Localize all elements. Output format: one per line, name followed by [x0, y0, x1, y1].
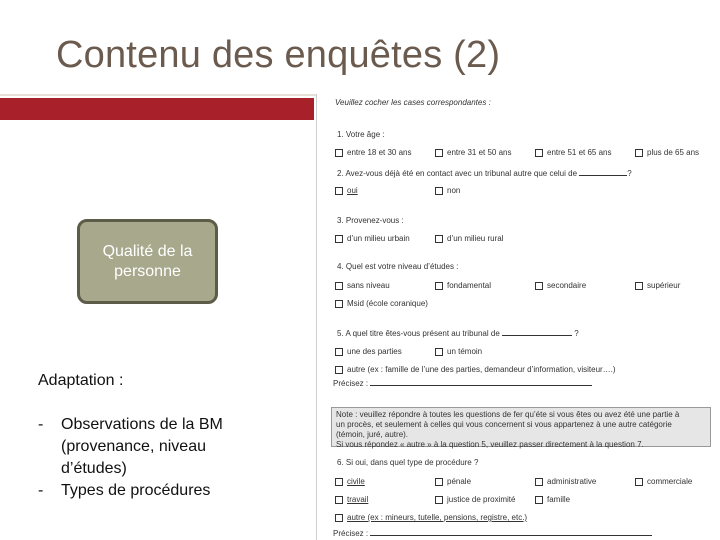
checkbox-icon: [335, 282, 343, 290]
q5-option[interactable]: un témoin: [435, 347, 482, 356]
q6-option[interactable]: autre (ex : mineurs, tutelle, pensions, registre, etc.): [335, 513, 527, 522]
question-3: 3. Provenez-vous :: [337, 216, 404, 225]
bullet-dash: -: [38, 482, 44, 499]
checkbox-icon: [435, 187, 443, 195]
q1-option[interactable]: plus de 65 ans: [635, 148, 699, 157]
q5-option[interactable]: autre (ex : famille de l’une des parties, demandeur d’information, visiteur….): [335, 365, 616, 374]
checkbox-icon: [335, 514, 343, 522]
checkbox-icon: [435, 496, 443, 504]
checkbox-icon: [535, 149, 543, 157]
checkbox-icon: [335, 187, 343, 195]
list-item: [38, 480, 261, 502]
checkbox-icon: [335, 496, 343, 504]
q6-option[interactable]: civile: [335, 477, 365, 486]
q5-option[interactable]: une des parties: [335, 347, 402, 356]
checkbox-icon: [535, 478, 543, 486]
quality-box: [77, 219, 218, 304]
note-box: [331, 407, 711, 447]
checkbox-icon: [435, 478, 443, 486]
q4-option[interactable]: Msid (école coranique): [335, 299, 428, 308]
question-2: 2. Avez-vous déjà été en contact avec un tribunal autre que celui de ?: [337, 169, 632, 178]
checkbox-icon: [435, 348, 443, 356]
note-line: Note : veuillez répondre à toutes les questions de fer qu’éte si vous êtes ou avez été une partie à: [336, 410, 680, 419]
question-4: 4. Quel est votre niveau d’études :: [337, 262, 459, 271]
q4-option[interactable]: supérieur: [635, 281, 680, 290]
slide-title: Contenu des enquêtes (2): [56, 34, 501, 76]
q4-option[interactable]: sans niveau: [335, 281, 390, 290]
bullet-text: Observations de la BM (provenance, niveau d’études): [61, 416, 223, 477]
q1-option[interactable]: entre 18 et 30 ans: [335, 148, 412, 157]
q4-option[interactable]: secondaire: [535, 281, 586, 290]
checkbox-icon: [635, 149, 643, 157]
q6-option[interactable]: commerciale: [635, 477, 692, 486]
checkbox-icon: [435, 282, 443, 290]
note-line: un procès, et seulement à celles qui vous concernent si vous appartenez à une autre catégorie: [336, 420, 672, 429]
q6-option[interactable]: administrative: [535, 477, 596, 486]
blank-line: [579, 168, 627, 176]
checkbox-icon: [335, 348, 343, 356]
bullet-text: Types de procédures: [61, 482, 211, 499]
question-5: 5. A quel titre êtes-vous présent au tribunal de ?: [337, 329, 579, 338]
q6-precisez: Précisez :: [333, 528, 652, 538]
q2-option[interactable]: oui: [335, 186, 358, 195]
questionnaire-scan: [316, 94, 720, 540]
checkbox-icon: [435, 149, 443, 157]
quality-box-label: Qualité de la personne: [102, 242, 193, 280]
q6-option[interactable]: justice de proximité: [435, 495, 515, 504]
checkbox-icon: [335, 235, 343, 243]
question-6: 6. Si oui, dans quel type de procédure ?: [337, 458, 479, 467]
q5-precisez: Précisez :: [333, 378, 592, 388]
blank-line: [502, 328, 572, 336]
blank-line: [370, 378, 592, 386]
question-1: 1. Votre âge :: [337, 130, 385, 139]
checkbox-icon: [635, 282, 643, 290]
checkbox-icon: [635, 478, 643, 486]
checkbox-icon: [435, 235, 443, 243]
form-header: Veuillez cocher les cases correspondantes :: [335, 98, 491, 107]
adaptation-label: Adaptation :: [38, 372, 124, 389]
checkbox-icon: [335, 366, 343, 374]
bullet-dash: -: [38, 416, 44, 433]
checkbox-icon: [335, 300, 343, 308]
checkbox-icon: [535, 282, 543, 290]
checkbox-icon: [535, 496, 543, 504]
bullet-list: [38, 414, 261, 502]
q6-option[interactable]: pénale: [435, 477, 471, 486]
q1-option[interactable]: entre 31 et 50 ans: [435, 148, 512, 157]
q3-option[interactable]: d’un milieu rural: [435, 234, 503, 243]
checkbox-icon: [335, 149, 343, 157]
accent-bar: [0, 98, 314, 120]
title-divider: [0, 94, 316, 96]
note-line: Si vous répondez « autre » à la question 5, veuillez passer directement à la question 7.: [336, 440, 644, 449]
blank-line: [370, 528, 652, 536]
q4-option[interactable]: fondamental: [435, 281, 491, 290]
note-line: (témoin, juré, autre).: [336, 430, 409, 439]
checkbox-icon: [335, 478, 343, 486]
q1-option[interactable]: entre 51 et 65 ans: [535, 148, 612, 157]
q3-option[interactable]: d’un milieu urbain: [335, 234, 410, 243]
q2-option[interactable]: non: [435, 186, 460, 195]
q6-option[interactable]: travail: [335, 495, 368, 504]
q6-option[interactable]: famille: [535, 495, 570, 504]
list-item: [38, 414, 261, 480]
